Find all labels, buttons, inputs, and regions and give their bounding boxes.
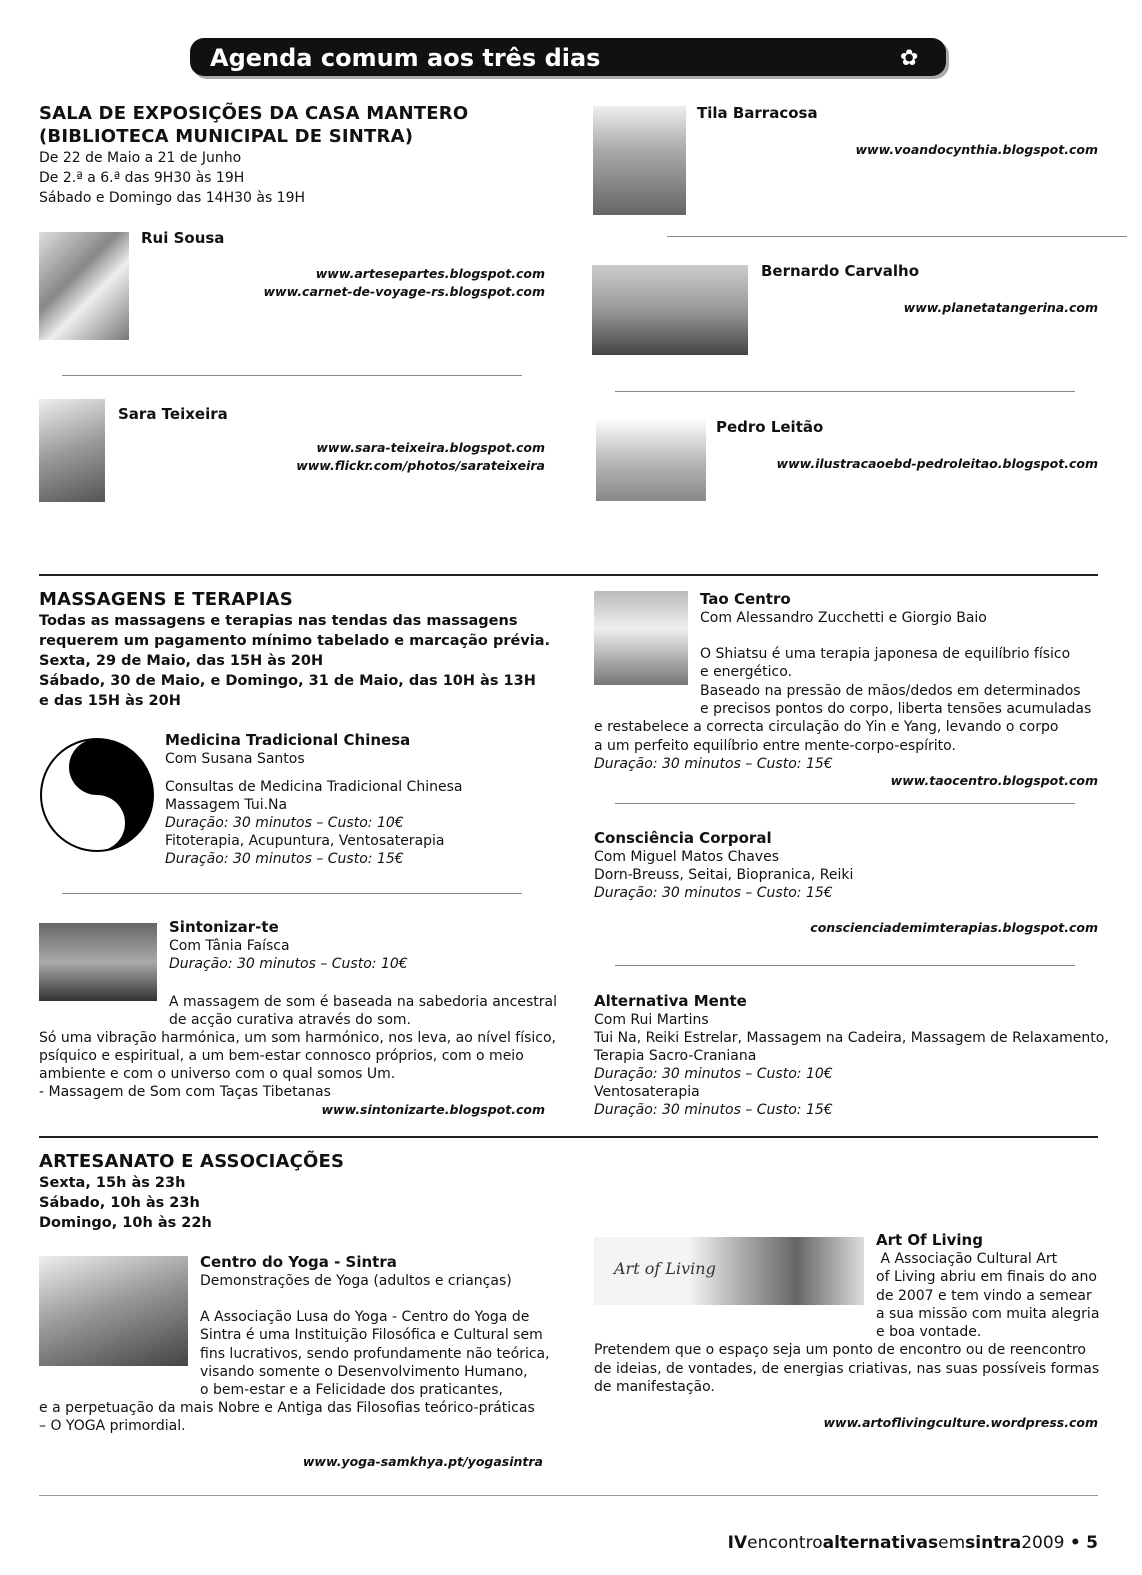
aol-line-8: de manifestação. (594, 1379, 715, 1395)
tila-barracosa-url[interactable]: www.voandocynthia.blogspot.com (855, 142, 1098, 157)
yoga-line-4: visando somente o Desenvolvimento Humano, (200, 1364, 528, 1380)
expo-title-1: SALA DE EXPOSIÇÕES DA CASA MANTERO (39, 103, 469, 124)
divider (667, 236, 1127, 237)
mtc-with: Com Susana Santos (165, 751, 305, 767)
yoga-line-5: o bem-estar e a Felicidade dos praticantes, (200, 1382, 503, 1398)
expo-title-2: (BIBLIOTECA MUNICIPAL DE SINTRA) (39, 126, 414, 147)
sinton-line-1: A massagem de som é baseada na sabedoria ancestral (169, 994, 558, 1010)
sintonizar-photo (39, 923, 157, 1001)
aol-line-4: a sua missão com muita alegria (876, 1306, 1100, 1322)
rui-sousa-url-2[interactable]: www.carnet-de-voyage-rs.blogspot.com (263, 284, 545, 299)
aol-line-3: de 2007 e tem vindo a semear (876, 1288, 1092, 1304)
yoga-line-2: Sintra é uma Instituição Filosófica e Cultural sem (200, 1327, 543, 1343)
aol-line-5: e boa vontade. (876, 1324, 982, 1340)
tao-line-2: e energético. (700, 664, 793, 680)
sinton-line-5: ambiente e com o universo com o qual somos Um. (39, 1066, 396, 1082)
pedro-leitao-artwork (596, 418, 706, 501)
aol-url[interactable]: www.artoflivingculture.wordpress.com (823, 1415, 1098, 1430)
divider (62, 375, 522, 376)
artes-sunday: Domingo, 10h às 22h (39, 1215, 212, 1231)
bernardo-carvalho-name: Bernardo Carvalho (761, 262, 920, 280)
divider (615, 965, 1075, 966)
rui-sousa-name: Rui Sousa (141, 229, 225, 247)
footer-divider (39, 1495, 1098, 1496)
footer-bullet: • (1069, 1533, 1081, 1553)
altm-duration-2: Duração: 30 minutos – Custo: 15€ (594, 1102, 833, 1118)
altm-line-4: Ventosaterapia (594, 1084, 700, 1100)
tao-duration: Duração: 30 minutos – Custo: 15€ (594, 756, 833, 772)
sinton-duration: Duração: 30 minutos – Custo: 10€ (169, 956, 408, 972)
footer-year: 2009 (1021, 1533, 1065, 1553)
sinton-url[interactable]: www.sintonizarte.blogspot.com (321, 1102, 545, 1117)
sara-teixeira-url-1[interactable]: www.sara-teixeira.blogspot.com (316, 440, 545, 455)
consc-duration: Duração: 30 minutos – Custo: 15€ (594, 885, 833, 901)
tao-centro-photo (594, 591, 688, 685)
massagens-note-1: Todas as massagens e terapias nas tendas das massagens (39, 613, 518, 629)
tila-barracosa-name: Tila Barracosa (697, 104, 818, 122)
rui-sousa-artwork (39, 232, 129, 340)
rui-sousa-url-1[interactable]: www.artesepartes.blogspot.com (315, 266, 545, 281)
altm-line-2: Terapia Sacro-Craniana (594, 1048, 757, 1064)
altm-line-1: Tui Na, Reiki Estrelar, Massagem na Cadeira, Massagem de Relaxamento, (594, 1030, 1109, 1046)
mtc-duration-1: Duração: 30 minutos – Custo: 10€ (165, 815, 404, 831)
yin-yang-icon (39, 737, 155, 853)
tao-line-3: Baseado na pressão de mãos/dedos em determinados (700, 683, 1081, 699)
altm-name: Alternativa Mente (594, 992, 747, 1010)
consc-line-1: Dorn-Breuss, Seitai, Biopranica, Reiki (594, 867, 854, 883)
yoga-subtitle: Demonstrações de Yoga (adultos e crianças) (200, 1273, 512, 1289)
sinton-line-2: de acção curativa através do som. (169, 1012, 412, 1028)
divider (615, 803, 1075, 804)
massagens-schedule-2: Sábado, 30 de Maio, e Domingo, 31 de Maio, das 10H às 13H (39, 673, 536, 689)
footer-publication (728, 1533, 1098, 1553)
sara-teixeira-url-2[interactable]: www.flickr.com/photos/sarateixeira (296, 458, 545, 473)
massagens-title: MASSAGENS E TERAPIAS (39, 589, 293, 610)
yoga-photo (39, 1256, 188, 1366)
mtc-line-1: Consultas de Medicina Tradicional Chinesa (165, 779, 463, 795)
sinton-with: Com Tânia Faísca (169, 938, 290, 954)
altm-with: Com Rui Martins (594, 1012, 709, 1028)
massagens-schedule-3: e das 15H às 20H (39, 693, 181, 709)
sinton-line-4: psíquico e espiritual, a um bem-estar connosco próprios, com o meio (39, 1048, 524, 1064)
flower-icon: ✿ (900, 46, 919, 71)
sara-teixeira-name: Sara Teixeira (118, 405, 228, 423)
footer-iv: IV (727, 1533, 748, 1553)
mtc-line-4: Fitoterapia, Acupuntura, Ventosaterapia (165, 833, 445, 849)
mtc-line-2: Massagem Tui.Na (165, 797, 288, 813)
expo-weekday-hours: De 2.ª a 6.ª das 9H30 às 19H (39, 170, 245, 186)
yoga-line-3: fins lucrativos, sendo profundamente não teórica, (200, 1346, 550, 1362)
tao-line-6: a um perfeito equilíbrio entre mente-corpo-espírito. (594, 738, 956, 754)
art-of-living-logo: Art of Living (614, 1259, 716, 1278)
bernardo-carvalho-url[interactable]: www.planetatangerina.com (903, 300, 1098, 315)
divider (62, 893, 522, 894)
section-divider (39, 574, 1098, 576)
sinton-name: Sintonizar-te (169, 918, 279, 936)
consc-name: Consciência Corporal (594, 829, 772, 847)
footer-em: em (938, 1533, 966, 1553)
yoga-name: Centro do Yoga - Sintra (200, 1253, 397, 1271)
footer-sintra: sintra (965, 1533, 1022, 1553)
pedro-leitao-url[interactable]: www.ilustracaoebd-pedroleitao.blogspot.com (776, 456, 1098, 471)
artes-friday: Sexta, 15h às 23h (39, 1175, 186, 1191)
aol-line-2: of Living abriu em finais do ano (876, 1269, 1097, 1285)
tao-url[interactable]: www.taocentro.blogspot.com (890, 773, 1098, 788)
massagens-note-2: requerem um pagamento mínimo tabelado e marcação prévia. (39, 633, 551, 649)
artes-title: ARTESANATO E ASSOCIAÇÕES (39, 1151, 345, 1172)
yoga-line-1: A Associação Lusa do Yoga - Centro do Yoga de (200, 1309, 530, 1325)
yoga-line-6: e a perpetuação da mais Nobre e Antiga das Filosofias teórico-práticas (39, 1400, 535, 1416)
bernardo-carvalho-artwork (592, 265, 748, 355)
tao-line-5: e restabelece a correcta circulação do Yin e Yang, levando o corpo (594, 719, 1059, 735)
footer-alternativas: alternativas (822, 1533, 939, 1553)
page-title: Agenda comum aos três dias (210, 44, 601, 72)
mtc-duration-2: Duração: 30 minutos – Custo: 15€ (165, 851, 404, 867)
tao-name: Tao Centro (700, 590, 791, 608)
pedro-leitao-name: Pedro Leitão (716, 418, 824, 436)
expo-dates: De 22 de Maio a 21 de Junho (39, 150, 242, 166)
aol-line-7: de ideias, de vontades, de energias criativas, nas suas possíveis formas (594, 1361, 1100, 1377)
altm-duration-1: Duração: 30 minutos – Custo: 10€ (594, 1066, 833, 1082)
consc-with: Com Miguel Matos Chaves (594, 849, 779, 865)
section-divider (39, 1136, 1098, 1138)
artes-saturday: Sábado, 10h às 23h (39, 1195, 200, 1211)
tao-line-4: e precisos pontos do corpo, liberta tensões acumuladas (700, 701, 1092, 717)
aol-name: Art Of Living (876, 1231, 983, 1249)
expo-weekend-hours: Sábado e Domingo das 14H30 às 19H (39, 190, 306, 206)
yoga-url[interactable]: www.yoga-samkhya.pt/yogasintra (302, 1454, 543, 1469)
sara-teixeira-artwork (39, 399, 105, 502)
tila-barracosa-artwork (593, 106, 686, 215)
yoga-line-7: – O YOGA primordial. (39, 1418, 186, 1434)
art-of-living-banner (594, 1237, 864, 1305)
aol-line-6: Pretendem que o espaço seja um ponto de encontro ou de reencontro (594, 1342, 1086, 1358)
tao-line-1: O Shiatsu é uma terapia japonesa de equilíbrio físico (700, 646, 1071, 662)
sinton-line-3: Só uma vibração harmónica, um som harmónico, nos leva, ao nível físico, (39, 1030, 556, 1046)
mtc-name: Medicina Tradicional Chinesa (165, 731, 411, 749)
page-number: 5 (1086, 1533, 1098, 1553)
divider (615, 391, 1075, 392)
aol-line-1: A Associação Cultural Art (876, 1251, 1058, 1267)
footer-encontro: encontro (747, 1533, 823, 1553)
massagens-schedule-1: Sexta, 29 de Maio, das 15H às 20H (39, 653, 324, 669)
tao-with: Com Alessandro Zucchetti e Giorgio Baio (700, 610, 987, 626)
consc-url[interactable]: conscienciademimterapias.blogspot.com (810, 920, 1098, 935)
sinton-line-6: - Massagem de Som com Taças Tibetanas (39, 1084, 331, 1100)
